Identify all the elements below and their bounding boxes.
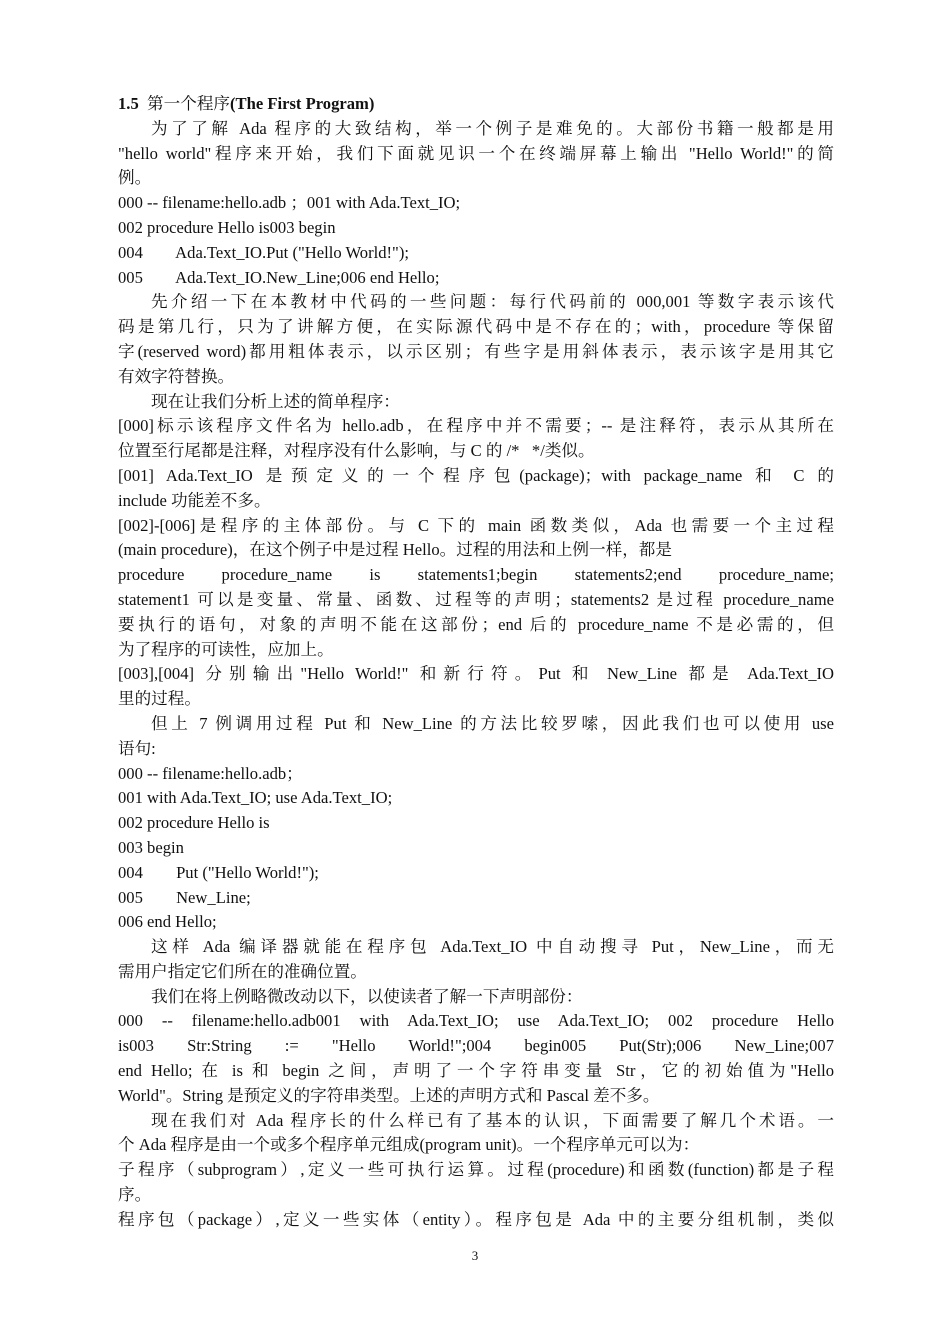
section-title-en: (The First Program): [230, 94, 375, 113]
page-number: 3: [471, 1248, 479, 1263]
text-line: 为了程序的可读性，应加上。: [118, 639, 334, 659]
text-line: 现在让我们分析上述的简单程序：: [151, 391, 400, 411]
text-line: 先介绍一下在本教材中代码的一些问题：每行代码前的 000,001 等数字表示该代: [151, 292, 834, 312]
section-heading: [118, 92, 834, 117]
text-line: include 功能差不多。: [118, 490, 271, 510]
text-line: 字(reserved word)都用粗体表示，以示区别；有些字是用斜体表示，表示该字是用其它: [118, 341, 834, 361]
text-line: 码是第几行，只为了讲解方便，在实际源代码中是不存在的；with，procedure 等保留: [118, 317, 834, 337]
text-line: 子程序（subprogram）,定义一些可执行运算。过程(procedure)和函数(function)都是子程: [118, 1160, 834, 1180]
text-line: 程序包（package）,定义一些实体（entity）。程序包是 Ada 中的主要分组机制，类似: [118, 1209, 834, 1229]
text-line: 002 procedure Hello is: [118, 813, 270, 833]
text-line: 001 with Ada.Text_IO; use Ada.Text_IO;: [118, 788, 393, 808]
text-line: 例。: [118, 168, 152, 188]
text-line: 003 begin: [118, 837, 184, 857]
text-line: 004 Put ("Hello World!");: [118, 862, 319, 882]
text-line: 000 -- filename:hello.adb001 with Ada.Text_IO; use Ada.Text_IO; 002 procedure Hello: [118, 1011, 834, 1031]
text-line: 002 procedure Hello is003 begin: [118, 217, 336, 237]
text-line: 000 -- filename:hello.adb；: [118, 763, 303, 783]
text-line: [000]标示该程序文件名为 hello.adb，在程序中并不需要；-- 是注释符，表示从其所在: [118, 416, 834, 436]
text-line: [001] Ada.Text_IO 是预定义的一个程序包(package)；with package_name 和 C 的: [118, 465, 834, 485]
text-line: 004 Ada.Text_IO.Put ("Hello World!");: [118, 242, 409, 262]
text-line: end Hello; 在 is 和 begin 之间，声明了一个字符串变量 Str，它的初始值为"Hello: [118, 1061, 834, 1081]
text-line: 000 -- filename:hello.adb ；001 with Ada.Text_IO;: [118, 193, 461, 213]
text-line: 个 Ada 程序是由一个或多个程序单元组成(program unit)。一个程序单元可以为：: [118, 1135, 700, 1155]
text-line: 005 New_Line;: [118, 887, 251, 907]
text-line: 这样 Ada 编译器就能在程序包 Ada.Text_IO 中自动搜寻 Put，New_Line，而无: [151, 937, 834, 957]
text-line: 里的过程。: [118, 689, 201, 709]
text-line: 有效字符替换。: [118, 366, 235, 386]
page-body: [118, 92, 834, 1233]
text-line: 现在我们对 Ada 程序长的什么样已有了基本的认识，下面需要了解几个术语。一: [151, 1110, 834, 1130]
text-line: 语句:: [118, 738, 156, 758]
text-line: [002]-[006]是程序的主体部份。与 C 下的 main 函数类似，Ada 也需要一个主过程: [118, 515, 834, 535]
section-title-cn: 第一个程序: [147, 94, 231, 113]
text-line: 序。: [118, 1185, 152, 1205]
text-line: 005 Ada.Text_IO.New_Line;006 end Hello;: [118, 267, 440, 287]
text-line: 位置至行尾都是注释，对程序没有什么影响，与 C 的 /* */类似。: [118, 441, 595, 461]
text-line: (main procedure)，在这个例子中是过程 Hello。过程的用法和上例一样，都是: [118, 540, 672, 560]
text-line: 我们在将上例略微改动以下，以使读者了解一下声明部份：: [151, 986, 583, 1006]
text-line: 为了了解 Ada 程序的大致结构，举一个例子是难免的。大部份书籍一般都是用: [151, 118, 834, 138]
text-line: [003],[004] 分别输出"Hello World!" 和新行符。Put 和 New_Line 都是 Ada.Text_IO: [118, 664, 834, 684]
text-line: "hello world"程序来开始，我们下面就见识一个在终端屏幕上输出 "Hello World!"的简: [118, 143, 834, 163]
text-line: 但上 7 例调用过程 Put 和 New_Line 的方法比较罗嗦，因此我们也可以使用 use: [151, 713, 834, 733]
text-line: statement1 可以是变量、常量、函数、过程等的声明；statements2 是过程 procedure_name: [118, 589, 834, 609]
text-line: 需用户指定它们所在的准确位置。: [118, 961, 367, 981]
text-line: 006 end Hello;: [118, 912, 217, 932]
text-line: procedure procedure_name is statements1;begin statements2;end procedure_name;: [118, 565, 834, 585]
section-number: 1.5: [118, 94, 139, 113]
text-line: 要执行的语句，对象的声明不能在这部份；end 后的 procedure_name 不是必需的，但: [118, 614, 834, 634]
text-line: World"。String 是预定义的字符串类型。上述的声明方式和 Pascal 差不多。: [118, 1085, 660, 1105]
text-line: is003 Str:String := "Hello World!";004 begin005 Put(Str);006 New_Line;007: [118, 1036, 834, 1056]
